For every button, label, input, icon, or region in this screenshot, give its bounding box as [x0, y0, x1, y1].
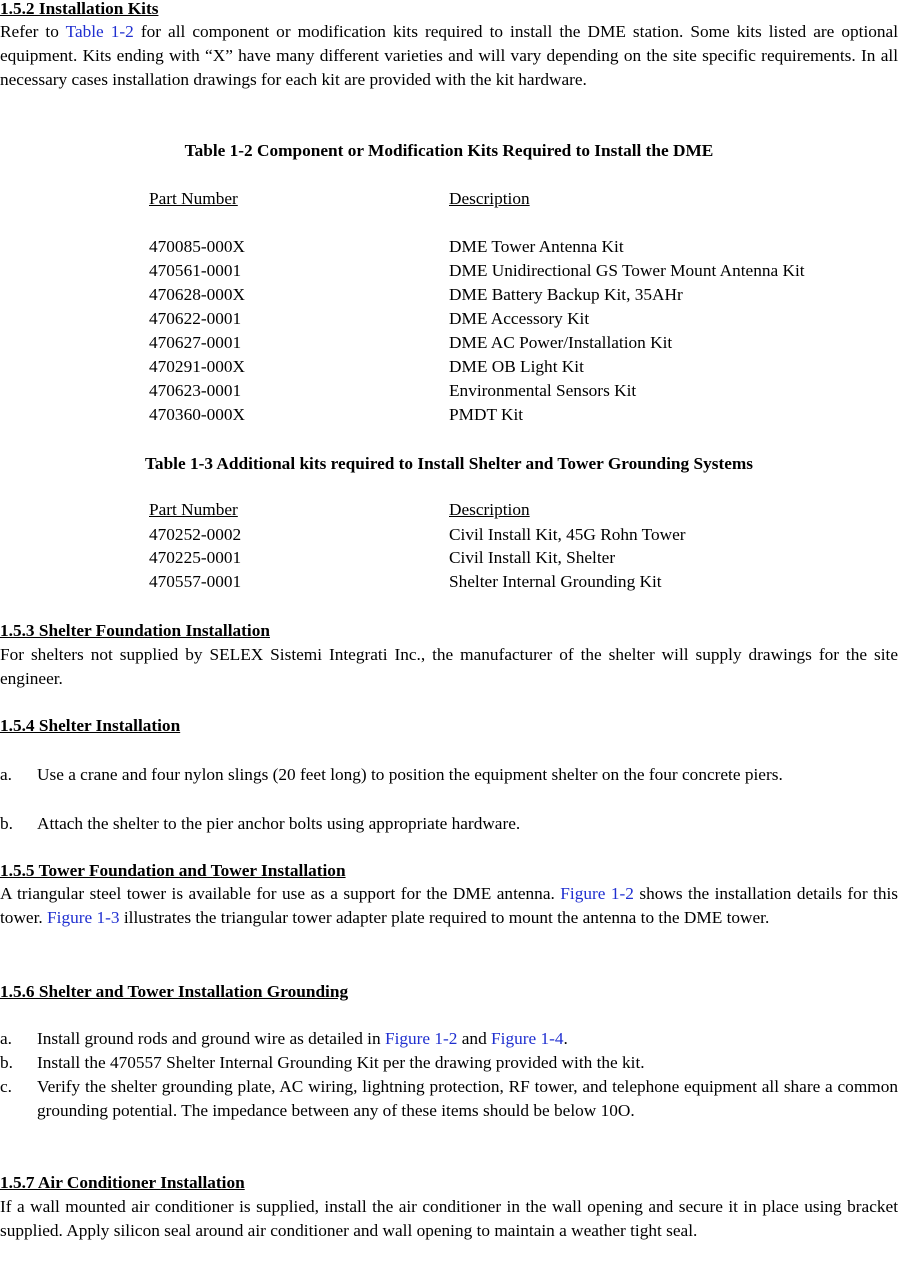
para-text: Refer to: [0, 22, 66, 41]
table-row: [0, 379, 898, 403]
part-number-cell: 470252-0002: [149, 525, 242, 544]
section-1-5-7-paragraph: If a wall mounted air conditioner is supplied, install the air conditioner in the wall opening and secure it in place using bracket supplied. Apply silicon seal around air conditioner and wall opening to maintain a weather tight seal.: [0, 1197, 898, 1240]
part-number-cell: 470628-000X: [149, 285, 246, 304]
part-number-cell: 470225-0001: [149, 548, 242, 567]
description-cell: DME OB Light Kit: [449, 357, 584, 376]
section-heading-1-5-7: 1.5.7 Air Conditioner Installation: [0, 1173, 245, 1192]
part-number-cell: 470291-000X: [149, 357, 246, 376]
part-number-cell: 470557-0001: [149, 572, 242, 591]
para-text: illustrates the triangular tower adapter plate required to mount the antenna to the DME tower.: [119, 908, 770, 927]
table-row: [0, 283, 898, 307]
list-marker: b.: [0, 814, 13, 833]
list-item-text: Use a crane and four nylon slings (20 feet long) to position the equipment shelter on the four concrete piers.: [37, 765, 783, 784]
figure-1-4-link[interactable]: Figure 1-4: [491, 1029, 564, 1048]
section-1-5-3-paragraph: For shelters not supplied by SELEX Sistemi Integrati Inc., the manufacturer of the shelter will supply drawings for the site engineer.: [0, 645, 898, 688]
description-cell: DME Unidirectional GS Tower Mount Antenna Kit: [449, 261, 805, 280]
table-row: [0, 235, 898, 259]
list-item-text: Install the 470557 Shelter Internal Grounding Kit per the drawing provided with the kit.: [37, 1053, 645, 1072]
section-1-5-2-paragraph: [0, 20, 898, 92]
description-cell: Civil Install Kit, Shelter: [449, 548, 616, 567]
para-text: A triangular steel tower is available for use as a support for the DME antenna.: [0, 884, 561, 903]
para-text: shows the installation details for this tower.: [0, 884, 898, 927]
item-text: .: [563, 1029, 568, 1048]
list-item-text: [37, 1027, 898, 1051]
list-marker: a.: [0, 1029, 12, 1048]
table-1-3-header-row: [0, 498, 898, 522]
table-1-2-link[interactable]: Table 1-2: [65, 22, 134, 41]
item-text: and: [457, 1029, 492, 1048]
description-cell: Civil Install Kit, 45G Rohn Tower: [449, 525, 686, 544]
list-item-text: Verify the shelter grounding plate, AC wiring, lightning protection, RF tower, and telephone equipment all share a common grounding potential. The impedance between any of these items should be below 10O.: [37, 1077, 898, 1120]
para-text: for all component or modification kits required to install the DME station. Some kits listed are optional equipment. Kits ending with “X” have many different varieties and will vary depending on the site specific requirements. In all necessary cases installation drawings for each kit are provided with the kit hardware.: [0, 22, 898, 89]
description-cell: Environmental Sensors Kit: [449, 381, 637, 400]
table-row: [0, 307, 898, 331]
description-cell: DME Accessory Kit: [449, 309, 590, 328]
description-cell: DME AC Power/Installation Kit: [449, 333, 673, 352]
part-number-cell: 470561-0001: [149, 261, 242, 280]
description-cell: DME Battery Backup Kit, 35AHr: [449, 285, 683, 304]
section-heading-1-5-5: 1.5.5 Tower Foundation and Tower Installation: [0, 861, 346, 880]
description-cell: PMDT Kit: [449, 405, 524, 424]
list-marker: a.: [0, 765, 12, 784]
section-heading-1-5-3: 1.5.3 Shelter Foundation Installation: [0, 621, 270, 640]
figure-1-2-link[interactable]: Figure 1-2: [384, 1029, 458, 1048]
item-text: Install ground rods and ground wire as detailed in: [37, 1029, 385, 1048]
figure-1-3-link[interactable]: Figure 1-3: [47, 908, 120, 927]
list-item-text: Attach the shelter to the pier anchor bolts using appropriate hardware.: [37, 814, 521, 833]
section-heading-1-5-6: 1.5.6 Shelter and Tower Installation Grounding: [0, 982, 349, 1001]
table-row: [0, 331, 898, 355]
table-row: [0, 523, 898, 547]
table-row: [0, 546, 898, 570]
table-row: [0, 355, 898, 379]
description-cell: Shelter Internal Grounding Kit: [449, 572, 662, 591]
part-number-cell: 470622-0001: [149, 309, 242, 328]
list-marker: b.: [0, 1053, 13, 1072]
section-heading-1-5-2: 1.5.2 Installation Kits: [0, 0, 159, 18]
list-marker: c.: [0, 1077, 12, 1096]
column-header-description: Description: [449, 500, 530, 519]
part-number-cell: 470627-0001: [149, 333, 242, 352]
part-number-cell: 470085-000X: [149, 237, 246, 256]
figure-1-2-link[interactable]: Figure 1-2: [560, 884, 634, 903]
table-row: [0, 570, 898, 594]
table-1-2-header-row: [0, 187, 898, 211]
table-row: [0, 259, 898, 283]
part-number-cell: 470360-000X: [149, 405, 246, 424]
part-number-cell: 470623-0001: [149, 381, 242, 400]
section-1-5-5-paragraph: [0, 882, 898, 930]
table-row: [0, 403, 898, 427]
table-1-3-caption: Table 1-3 Additional kits required to Install Shelter and Tower Grounding Systems: [144, 454, 754, 473]
column-header-part-number: Part Number: [149, 189, 238, 208]
column-header-description: Description: [449, 189, 530, 208]
description-cell: DME Tower Antenna Kit: [449, 237, 624, 256]
section-heading-1-5-4: 1.5.4 Shelter Installation: [0, 716, 181, 735]
table-1-2-caption: Table 1-2 Component or Modification Kits Required to Install the DME: [184, 141, 714, 160]
column-header-part-number: Part Number: [149, 500, 238, 519]
